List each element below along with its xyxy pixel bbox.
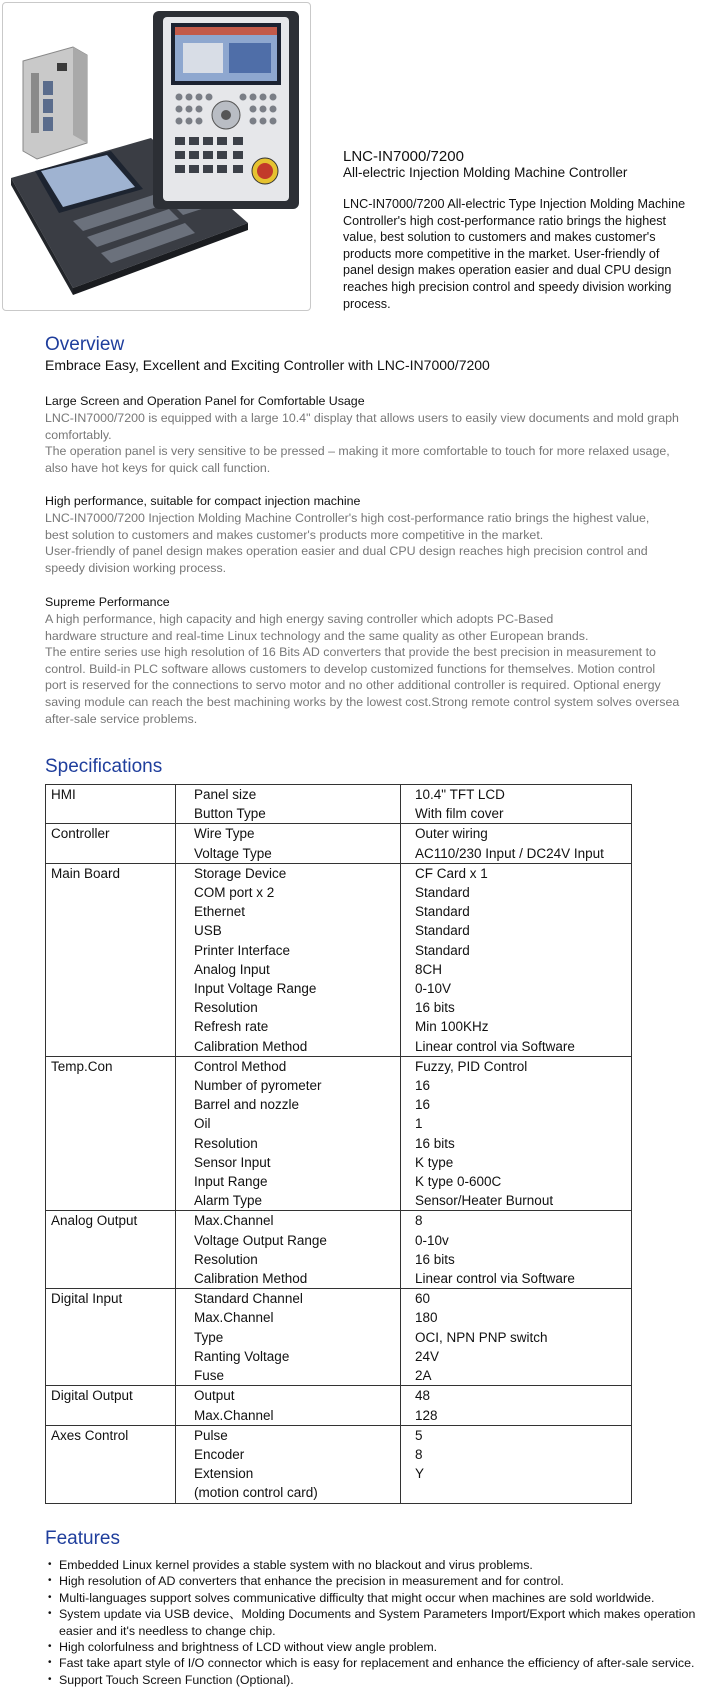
features-heading: Features bbox=[45, 1528, 120, 1549]
spec-item-value bbox=[401, 1483, 631, 1502]
spec-item-value: Min 100KHz bbox=[415, 1019, 489, 1035]
spec-items bbox=[175, 864, 631, 1056]
spec-items bbox=[175, 1211, 631, 1288]
table-row bbox=[176, 1172, 631, 1191]
product-subtitle: All-electric Injection Molding Machine Controller bbox=[343, 165, 628, 180]
list-item: • Support Touch Screen Function (Optional). bbox=[45, 1672, 715, 1688]
list-item: • Multi-languages support solves communicative difficulty that might occur when machines are sold worldwide. bbox=[45, 1590, 715, 1606]
overview-subheading: Embrace Easy, Excellent and Exciting Controller with LNC-IN7000/7200 bbox=[45, 357, 490, 373]
spec-item-name: Input Voltage Range bbox=[176, 979, 401, 998]
spec-item-value: 8 bbox=[415, 1446, 423, 1462]
overview-heading: Overview bbox=[45, 334, 125, 355]
spec-item-value: CF Card x 1 bbox=[415, 865, 488, 881]
spec-item-value: AC110/230 Input / DC24V Input bbox=[415, 845, 604, 861]
specifications-heading: Specifications bbox=[45, 756, 163, 777]
list-item: • Fast take apart style of I/O connector which is easy for replacement and enhance the efficiency of after-sale service. bbox=[45, 1655, 715, 1671]
spec-item-value: 60 bbox=[415, 1291, 431, 1307]
spec-item-name: Ranting Voltage bbox=[176, 1347, 401, 1366]
spec-item-value: 2A bbox=[415, 1368, 432, 1384]
overview-block-title: Large Screen and Operation Panel for Comfortable Usage bbox=[45, 394, 365, 408]
spec-items bbox=[175, 1426, 631, 1503]
spec-item-value: 48 bbox=[415, 1388, 431, 1404]
spec-item-value: 16 bbox=[415, 1078, 431, 1094]
table-row bbox=[176, 1464, 631, 1483]
spec-group bbox=[46, 1056, 631, 1211]
spec-item-value: 16 bits bbox=[415, 1251, 455, 1267]
spec-item-name: Resolution bbox=[176, 1134, 401, 1153]
table-row bbox=[176, 1134, 631, 1153]
product-title: LNC-IN7000/7200 bbox=[343, 148, 464, 165]
table-row bbox=[176, 1114, 631, 1133]
spec-group bbox=[46, 785, 631, 823]
spec-items bbox=[175, 824, 631, 862]
spec-item-name: Analog Input bbox=[176, 960, 401, 979]
spec-category: HMI bbox=[51, 787, 76, 802]
specifications-table bbox=[45, 784, 632, 1504]
spec-item-value: K type bbox=[415, 1154, 454, 1170]
spec-item-name: Output bbox=[176, 1386, 401, 1405]
table-row bbox=[176, 1076, 631, 1095]
table-row bbox=[176, 1211, 631, 1230]
table-row bbox=[176, 1445, 631, 1464]
spec-group bbox=[46, 1425, 631, 1503]
overview-block-body: A high performance, high capacity and high energy saving controller which adopts PC-Based hardware structure and real-time Linux technology and the same quality as other European brands. The entire series use high resolution of 16 Bits AD converters that provide the best precision in measurement to control. Build-in PLC software allows customers to develop customized functions for themselves. Motion control port is reserved for the connections to servo motor and no other additional controller is required. Optional energy saving module can reach the best machining works by the lowest cost.Strong remote control system solves oversea after-sale service problems. bbox=[45, 612, 680, 726]
spec-category: Digital Output bbox=[51, 1388, 133, 1404]
overview-block-body: LNC-IN7000/7200 Injection Molding Machine Controller's high cost-performance ratio brings the highest value, best solution to customers and makes customer's products more competitive in the market. User-friendly of panel design makes operation easier and dual CPU design reaches high precision control and speedy division working process. bbox=[45, 511, 650, 575]
table-row bbox=[176, 883, 631, 902]
overview-block bbox=[45, 493, 715, 576]
spec-items bbox=[175, 1289, 631, 1385]
spec-item-name: Control Method bbox=[176, 1057, 401, 1076]
spec-item-name: Wire Type bbox=[176, 824, 401, 843]
spec-item-value: Linear control via Software bbox=[415, 1038, 575, 1054]
spec-category: Analog Output bbox=[51, 1213, 138, 1229]
spec-item-value: K type 0-600C bbox=[415, 1174, 502, 1190]
spec-item-value: OCI, NPN PNP switch bbox=[415, 1329, 548, 1345]
spec-item-name: Ethernet bbox=[176, 902, 401, 921]
spec-item-value: Linear control via Software bbox=[415, 1271, 575, 1287]
spec-item-name: Sensor Input bbox=[176, 1153, 401, 1172]
spec-items bbox=[175, 1057, 631, 1211]
spec-items bbox=[175, 785, 631, 823]
overview-block-body: LNC-IN7000/7200 is equipped with a large 10.4" display that allows users to easily view documents and mold graph comfortably. The operation panel is very sensitive to be pressed – making it more comfortable to touch for more relaxed usage, also have hot keys for quick call function. bbox=[45, 411, 679, 475]
spec-item-name: Extension bbox=[176, 1464, 401, 1483]
spec-item-value: 8 bbox=[415, 1213, 423, 1229]
spec-item-value: Standard bbox=[415, 885, 470, 901]
spec-item-value: 24V bbox=[415, 1348, 440, 1364]
table-row bbox=[176, 1386, 631, 1405]
spec-item-value: 0-10v bbox=[415, 1232, 449, 1248]
spec-items bbox=[175, 1386, 631, 1424]
spec-group bbox=[46, 863, 631, 1056]
table-row bbox=[176, 1057, 631, 1076]
spec-item-value: 180 bbox=[415, 1310, 438, 1326]
spec-item-name: Standard Channel bbox=[176, 1289, 401, 1308]
table-row bbox=[176, 1289, 631, 1308]
spec-item-name: Calibration Method bbox=[176, 1269, 401, 1288]
spec-group bbox=[46, 1288, 631, 1385]
spec-item-value: 10.4" TFT LCD bbox=[415, 787, 505, 802]
spec-item-value: 128 bbox=[415, 1407, 438, 1423]
spec-item-value: 16 bbox=[415, 1097, 431, 1113]
spec-item-value: Sensor/Heater Burnout bbox=[415, 1193, 554, 1209]
table-row bbox=[176, 1426, 631, 1445]
spec-item-name: Max.Channel bbox=[176, 1406, 401, 1425]
spec-item-value: 16 bits bbox=[415, 1135, 455, 1151]
controller-illustration bbox=[3, 3, 310, 310]
table-row bbox=[176, 804, 631, 823]
overview-block-title: High performance, suitable for compact injection machine bbox=[45, 494, 361, 508]
table-row bbox=[176, 1037, 631, 1056]
spec-category: Main Board bbox=[51, 865, 121, 881]
list-item: • High resolution of AD converters that enhance the precision in measurement and for control. bbox=[45, 1573, 715, 1589]
spec-item-name: Max.Channel bbox=[176, 1308, 401, 1327]
table-row bbox=[176, 902, 631, 921]
spec-item-name: Voltage Type bbox=[176, 844, 401, 863]
spec-item-name: COM port x 2 bbox=[176, 883, 401, 902]
overview-block bbox=[45, 393, 715, 476]
table-row bbox=[176, 998, 631, 1017]
table-row bbox=[176, 1231, 631, 1250]
spec-item-value: Fuzzy, PID Control bbox=[415, 1058, 528, 1074]
table-row bbox=[176, 864, 631, 883]
table-row bbox=[176, 979, 631, 998]
list-item: • System update via USB device、Molding Documents and System Parameters Import/Export which makes operation easier and it's needless to change chip. bbox=[45, 1606, 715, 1639]
product-intro bbox=[343, 148, 688, 312]
table-row bbox=[176, 1406, 631, 1425]
spec-item-value: Outer wiring bbox=[415, 826, 488, 842]
table-row bbox=[176, 1308, 631, 1327]
table-row bbox=[176, 1269, 631, 1288]
table-row bbox=[176, 1483, 631, 1502]
spec-item-name: Panel size bbox=[176, 785, 401, 804]
table-row bbox=[176, 844, 631, 863]
table-row bbox=[176, 921, 631, 940]
spec-item-value: 8CH bbox=[415, 961, 443, 977]
spec-category: Controller bbox=[51, 826, 110, 842]
control-box-unit bbox=[23, 47, 87, 159]
spec-item-value: With film cover bbox=[415, 806, 504, 822]
table-row bbox=[176, 960, 631, 979]
spec-item-name: Printer Interface bbox=[176, 941, 401, 960]
spec-item-value: Standard bbox=[415, 904, 470, 920]
spec-item-name: Encoder bbox=[176, 1445, 401, 1464]
spec-item-name: Refresh rate bbox=[176, 1017, 401, 1036]
spec-item-name: Resolution bbox=[176, 1250, 401, 1269]
spec-item-name: Max.Channel bbox=[176, 1211, 401, 1230]
list-item: • Embedded Linux kernel provides a stable system with no blackout and virus problems. bbox=[45, 1557, 715, 1573]
spec-item-name: Voltage Output Range bbox=[176, 1231, 401, 1250]
table-row bbox=[176, 1095, 631, 1114]
spec-item-value: Y bbox=[415, 1466, 425, 1482]
table-row bbox=[176, 785, 631, 804]
table-row bbox=[176, 1153, 631, 1172]
spec-item-name: Number of pyrometer bbox=[176, 1076, 401, 1095]
pendant-unit bbox=[153, 11, 299, 209]
spec-item-name: Type bbox=[176, 1328, 401, 1347]
spec-item-name: USB bbox=[176, 921, 401, 940]
spec-item-name: Oil bbox=[176, 1114, 401, 1133]
spec-category: Axes Control bbox=[51, 1427, 129, 1443]
spec-group bbox=[46, 1210, 631, 1288]
table-row bbox=[176, 1017, 631, 1036]
table-row bbox=[176, 1347, 631, 1366]
spec-item-value: 1 bbox=[415, 1116, 423, 1132]
spec-item-value: 5 bbox=[415, 1427, 423, 1443]
product-photo bbox=[2, 2, 311, 311]
overview-block-title: Supreme Performance bbox=[45, 595, 170, 609]
table-row bbox=[176, 1250, 631, 1269]
spec-item-name: Resolution bbox=[176, 998, 401, 1017]
features-list bbox=[45, 1557, 715, 1688]
spec-item-name: Input Range bbox=[176, 1172, 401, 1191]
spec-item-name: Pulse bbox=[176, 1426, 401, 1445]
spec-item-value: Standard bbox=[415, 923, 470, 939]
table-row bbox=[176, 1366, 631, 1385]
table-row bbox=[176, 1191, 631, 1210]
spec-category: Temp.Con bbox=[51, 1058, 113, 1074]
spec-item-value: 0-10V bbox=[415, 981, 452, 997]
table-row bbox=[176, 824, 631, 843]
spec-group bbox=[46, 823, 631, 862]
spec-group bbox=[46, 1385, 631, 1424]
spec-item-value: Standard bbox=[415, 942, 470, 958]
spec-category: Digital Input bbox=[51, 1291, 123, 1307]
spec-item-name: Calibration Method bbox=[176, 1037, 401, 1056]
spec-item-value: 16 bits bbox=[415, 1000, 455, 1016]
spec-item-name: Alarm Type bbox=[176, 1191, 401, 1210]
spec-item-name: Barrel and nozzle bbox=[176, 1095, 401, 1114]
spec-item-name: Button Type bbox=[176, 804, 401, 823]
product-description: LNC-IN7000/7200 All-electric Type Injection Molding Machine Controller's high cost-performance ratio brings the highest value, best solution to customers and makes customer's products more competitive in the market. User-friendly of panel design makes operation easier and dual CPU design reaches high precision control and speedy division working process. bbox=[343, 197, 686, 311]
overview-block bbox=[45, 594, 715, 727]
table-row bbox=[176, 1328, 631, 1347]
table-row bbox=[176, 941, 631, 960]
list-item: • High colorfulness and brightness of LCD without view angle problem. bbox=[45, 1639, 715, 1655]
spec-item-name: (motion control card) bbox=[176, 1483, 401, 1502]
spec-item-name: Storage Device bbox=[176, 864, 401, 883]
spec-item-name: Fuse bbox=[176, 1366, 401, 1385]
